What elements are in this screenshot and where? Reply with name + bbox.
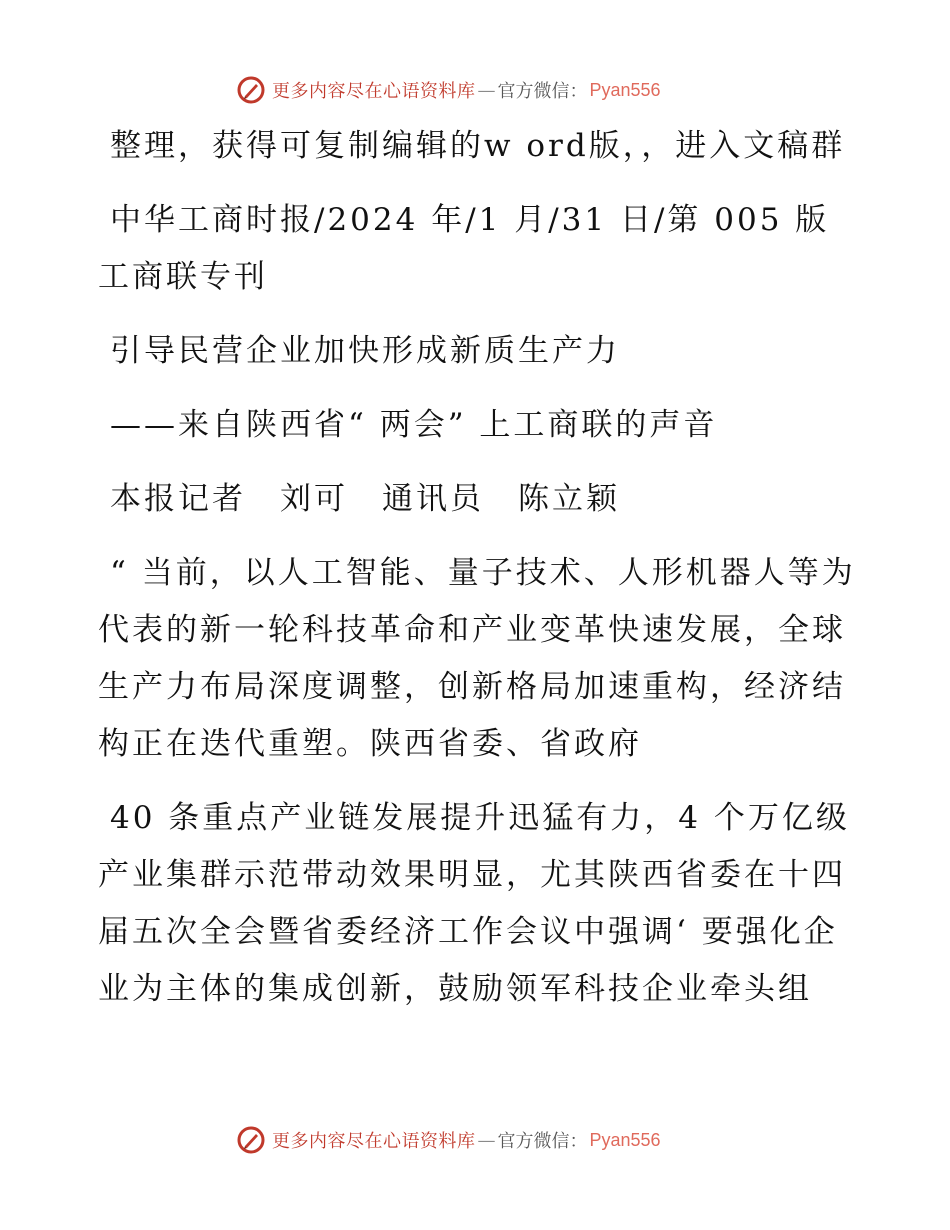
paragraph-note: 整理，获得可复制编辑的w ord版，，进入文稿群: [110, 128, 846, 164]
watermark-id: Pyan556: [589, 1129, 661, 1150]
footer-watermark: [236, 1122, 661, 1158]
article-title: 引导民营企业加快形成新质生产力: [110, 333, 620, 369]
watermark-dash: —: [477, 79, 496, 101]
header-watermark: [236, 72, 661, 108]
article-subtitle: ——来自陕西省“ 两会” 上工商联的声音: [110, 407, 718, 443]
watermark-label: 官方微信：: [497, 1131, 588, 1152]
watermark-text: 更多内容尽在心语资料库: [272, 1131, 476, 1152]
paragraph-source: 中华工商时报/2024 年/1 月/31 日/第 005 版工商联专刊: [98, 202, 830, 295]
paragraph-body-1: “ 当前，以人工智能、量子技术、人形机器人等为代表的新一轮科技革命和产业变革快速发展，全球生产力布局深度调整，创新格局加速重构，经济结构正在迭代重塑。陕西省委、省政府: [98, 555, 856, 762]
pen-logo-icon: [236, 75, 266, 105]
article-byline: 本报记者 刘可 通讯员 陈立颖: [110, 481, 620, 517]
paragraph-body-2: 40 条重点产业链发展提升迅猛有力，4 个万亿级产业集群示范带动效果明显，尤其陕西省委在十四届五次全会暨省委经济工作会议中强调‘ 要强化企业为主体的集成创新，鼓励领军科技企业牵头组: [98, 800, 850, 1007]
document-body: [98, 118, 858, 1035]
pen-logo-icon: [236, 1125, 266, 1155]
watermark-text: 更多内容尽在心语资料库: [272, 81, 476, 102]
watermark-label: 官方微信：: [497, 81, 588, 102]
watermark-id: Pyan556: [589, 79, 661, 100]
watermark-dash: —: [477, 1129, 496, 1151]
